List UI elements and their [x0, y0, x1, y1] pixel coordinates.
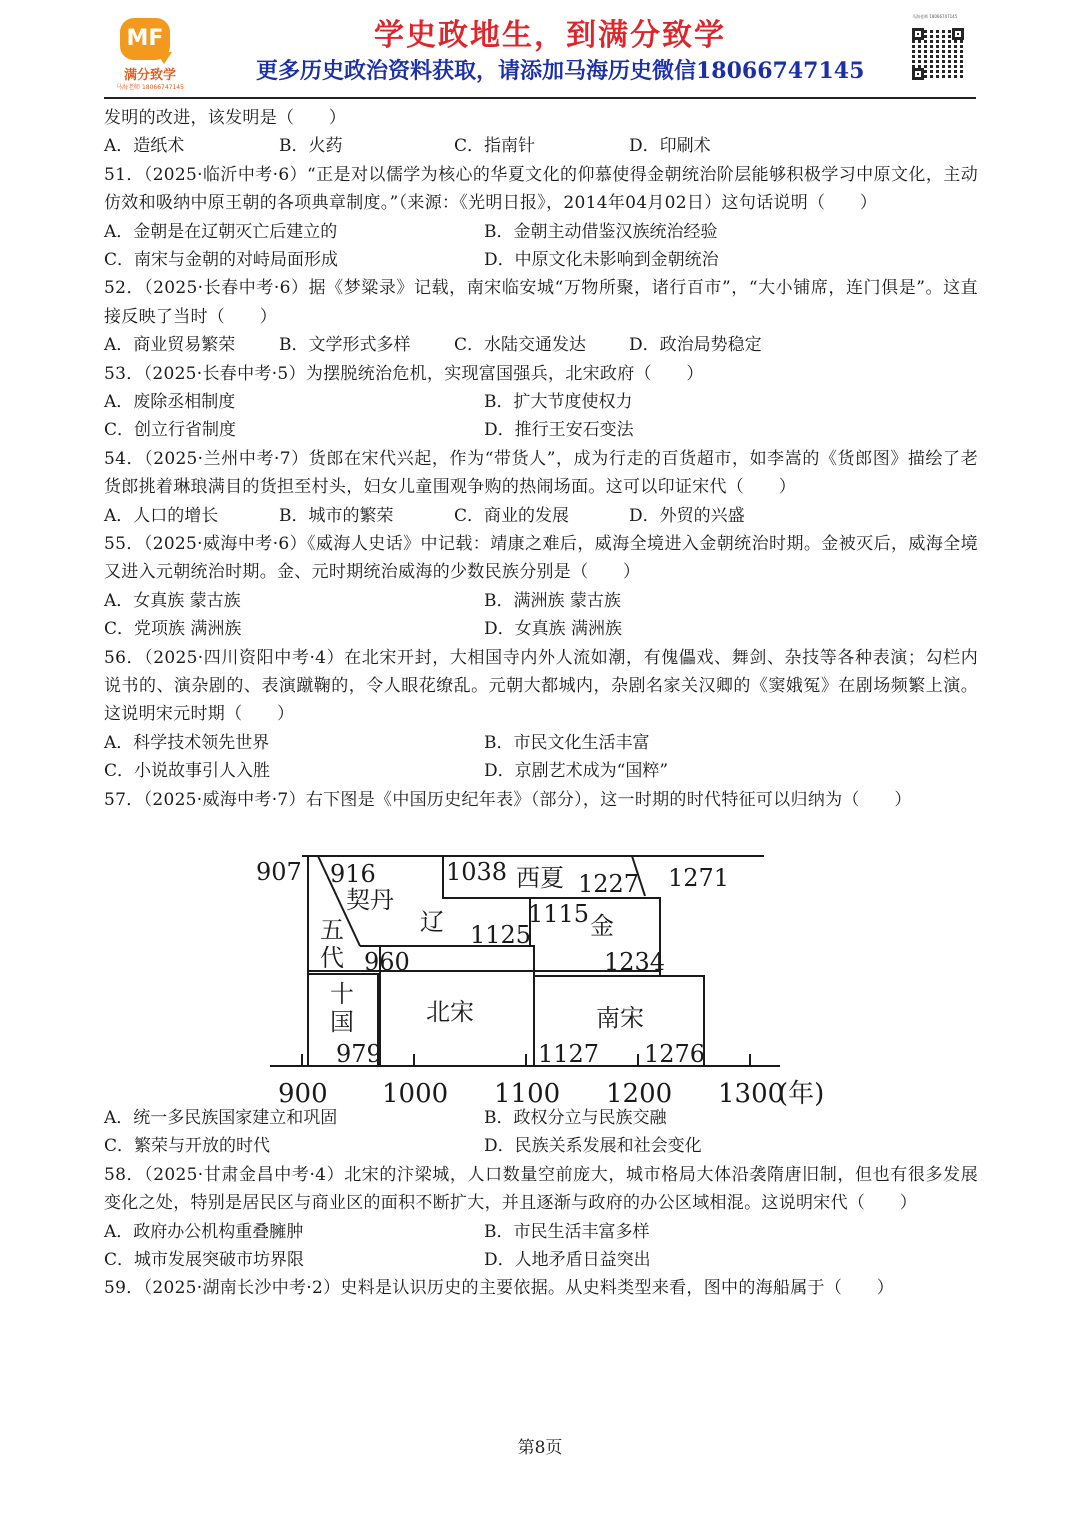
regime-label: 辽 — [420, 908, 444, 936]
year-label: 916 — [330, 860, 376, 888]
options-row — [104, 246, 978, 274]
option-b: B．市民文化生活丰富 — [484, 732, 650, 753]
qr-code[interactable] — [912, 14, 968, 88]
option-b: B．扩大节度使权力 — [484, 392, 633, 412]
option-d: D．京剧艺术成为“国粹” — [484, 761, 669, 782]
option-c: C．商业的发展 — [454, 505, 570, 526]
question-59-stem: 59．（2025·湖南长沙中考·2）史料是认识历史的主要依据。从史料类型来看，图中的海船属于（ ） — [104, 1278, 895, 1299]
question-52-stem: 52．（2025·长春中考·6）据《梦粱录》记载，南宋临安城“万物所聚，诸行百市”，“大小铺席，连门俱是”。这直接反映了当时（ ） — [104, 278, 978, 327]
options-row — [104, 729, 978, 757]
option-d: D．政治局势稳定 — [629, 335, 762, 356]
option-c: C．水陆交通发达 — [454, 335, 587, 356]
question-55-stem: 55．（2025·威海中考·6）《威海人史话》中记载：靖康之难后，威海全境进入金朝统治时期。金被灭后，威海全境又进入元朝统治时期。金、元时期统治威海的少数民族分别是（ ） — [104, 533, 978, 583]
year-label: 1227 — [578, 870, 640, 898]
chronology-chart — [250, 846, 840, 1118]
option-b: B．金朝主动借鉴汉族统治经验 — [484, 221, 718, 242]
option-c: C．创立行省制度 — [104, 420, 237, 441]
axis-tick-label: 1000 — [382, 1079, 449, 1109]
option-a: A．废除丞相制度 — [104, 392, 236, 412]
chronology-svg — [250, 846, 840, 1118]
option-c: C．南宋与金朝的对峙局面形成 — [104, 250, 339, 270]
year-label: 1127 — [538, 1040, 600, 1068]
option-d: D．外贸的兴盛 — [629, 505, 745, 526]
axis-tick-label: 900 — [278, 1079, 328, 1109]
regime-label: 金 — [590, 912, 614, 940]
page-number: 第8页 — [517, 1438, 563, 1458]
logo-name: 满分致学 — [123, 68, 176, 83]
year-label: 979 — [336, 1040, 382, 1068]
question-58-stem: 58．（2025·甘肃金昌中考·4）北宋的汴梁城，人口数量空前庞大，城市格局大体沿袭隋唐旧制，但也有很多发展变化之处，特别是居民区与商业区的面积不断扩大，并且逐渐与政府的办公区域相混。这说明宋代（ ） — [104, 1164, 978, 1214]
options-row — [104, 757, 978, 785]
option-c: C．指南针 — [454, 136, 536, 157]
option-a: A．商业贸易繁荣 — [104, 335, 236, 356]
options-row — [104, 502, 978, 530]
year-label: 1271 — [668, 864, 730, 892]
option-b: B．政权分立与民族交融 — [484, 1107, 667, 1128]
year-label: 907 — [256, 858, 302, 886]
question-54-stem: 54．（2025·兰州中考·7）货郎在宋代兴起，作为“带货人”，成为行走的百货超市，如李嵩的《货郎图》描绘了老货郎挑着琳琅满目的货担至村头，妇女儿童围观争购的热闹场面。这可以印证宋代（ ） — [104, 448, 978, 498]
regime-label: 十 — [330, 980, 354, 1008]
year-label: 960 — [364, 948, 410, 976]
option-c: C．城市发展突破市坊界限 — [104, 1249, 305, 1270]
header-divider — [104, 97, 976, 99]
option-a: A．金朝是在辽朝灭亡后建立的 — [104, 221, 338, 242]
year-label: 1038 — [446, 858, 508, 886]
regime-label: 南宋 — [596, 1004, 644, 1032]
option-d: D．民族关系发展和社会变化 — [484, 1136, 702, 1157]
option-d: D．人地矛盾日益突出 — [484, 1249, 651, 1270]
year-label: 1125 — [470, 921, 532, 949]
option-a: A．政府办公机构重叠臃肿 — [104, 1221, 304, 1242]
logo-subtitle: 马海老师 18066747145 — [116, 84, 184, 91]
option-b: B．城市的繁荣 — [279, 505, 394, 526]
option-d: D．中原文化未影响到金朝统治 — [484, 250, 719, 270]
options-row — [104, 132, 978, 160]
axis-tick-label: 1100 — [494, 1079, 561, 1109]
options-row — [104, 388, 978, 416]
question-stem-continued: 发明的改进，该发明是（ ） — [104, 108, 347, 128]
regime-label: 五 — [320, 916, 344, 944]
options-row — [104, 416, 978, 444]
option-a: A．人口的增长 — [104, 505, 219, 526]
options-row — [104, 1218, 978, 1246]
header-contact: 更多历史政治资料获取，请添加马海历史微信18066747145 — [256, 58, 865, 84]
option-c: C．小说故事引人入胜 — [104, 761, 271, 782]
option-a: A．统一多民族国家建立和巩固 — [104, 1107, 338, 1128]
options-row — [104, 587, 978, 615]
regime-label: 西夏 — [516, 864, 564, 892]
axis-tick-label: 1300 — [718, 1079, 785, 1109]
regime-label: 国 — [330, 1008, 354, 1036]
axis-unit: (年) — [778, 1079, 825, 1109]
option-c: C．繁荣与开放的时代 — [104, 1136, 271, 1157]
options-row — [104, 331, 978, 359]
regime-label: 北宋 — [426, 998, 474, 1026]
option-b: B．文学形式多样 — [279, 335, 411, 356]
option-b: B．市民生活丰富多样 — [484, 1221, 650, 1242]
year-label: 1276 — [644, 1040, 706, 1068]
question-list — [104, 104, 978, 1303]
option-a: A．女真族 蒙古族 — [104, 590, 241, 611]
qr-code-icon — [912, 28, 964, 80]
options-row — [104, 218, 978, 246]
question-53-stem: 53．（2025·长春中考·5）为摆脱统治危机，实现富国强兵，北宋政府（ ） — [104, 363, 704, 384]
options-row — [104, 1246, 978, 1274]
question-51-stem: 51．（2025·临沂中考·6）“正是对以儒学为核心的华夏文化的仰慕使得金朝统治阶层能够积极学习中原文化，主动仿效和吸纳中原王朝的各项典章制度。”（来源：《光明日报》，2014年04月02日）这句话说明（ ） — [104, 164, 978, 214]
option-b: B．满洲族 蒙古族 — [484, 590, 621, 611]
option-c: C．党项族 满洲族 — [104, 619, 242, 640]
option-d: D．推行王安石变法 — [484, 420, 634, 441]
logo-speech-tail — [156, 52, 172, 64]
question-57-stem: 57．（2025·威海中考·7）右下图是《中国历史纪年表》（部分），这一时期的时代特征可以归纳为（ ） — [104, 789, 912, 810]
year-label: 1234 — [604, 948, 666, 976]
option-a: A．科学技术领先世界 — [104, 732, 270, 753]
options-row — [104, 615, 978, 643]
option-d: D．印刷术 — [629, 136, 711, 157]
regime-label: 代 — [320, 944, 344, 972]
option-a: A．造纸术 — [104, 136, 185, 157]
brand-logo — [112, 14, 188, 90]
question-56-stem: 56．（2025·四川资阳中考·4）在北宋开封，大相国寺内外人流如潮，有傀儡戏、舞剑、杂技等各种表演；勾栏内说书的、演杂剧的、表演蹴鞠的，令人眼花缭乱。元朝大都城内，杂剧名家关汉卿的《窦娥冤》在剧场频繁上演。这说明宋元时期（ ） — [104, 647, 978, 725]
regime-label: 契丹 — [346, 886, 394, 914]
page-header — [0, 0, 1080, 100]
option-b: B．火药 — [279, 136, 343, 157]
axis-tick-label: 1200 — [606, 1079, 673, 1109]
option-d: D．女真族 满洲族 — [484, 619, 623, 640]
options-row — [104, 1132, 978, 1160]
qr-caption: 马海老师 18066747145 — [912, 14, 958, 19]
year-label: 1115 — [528, 900, 590, 928]
logo-mark: MF — [120, 18, 170, 60]
header-slogan: 学史政地生，到满分致学 — [374, 18, 726, 53]
